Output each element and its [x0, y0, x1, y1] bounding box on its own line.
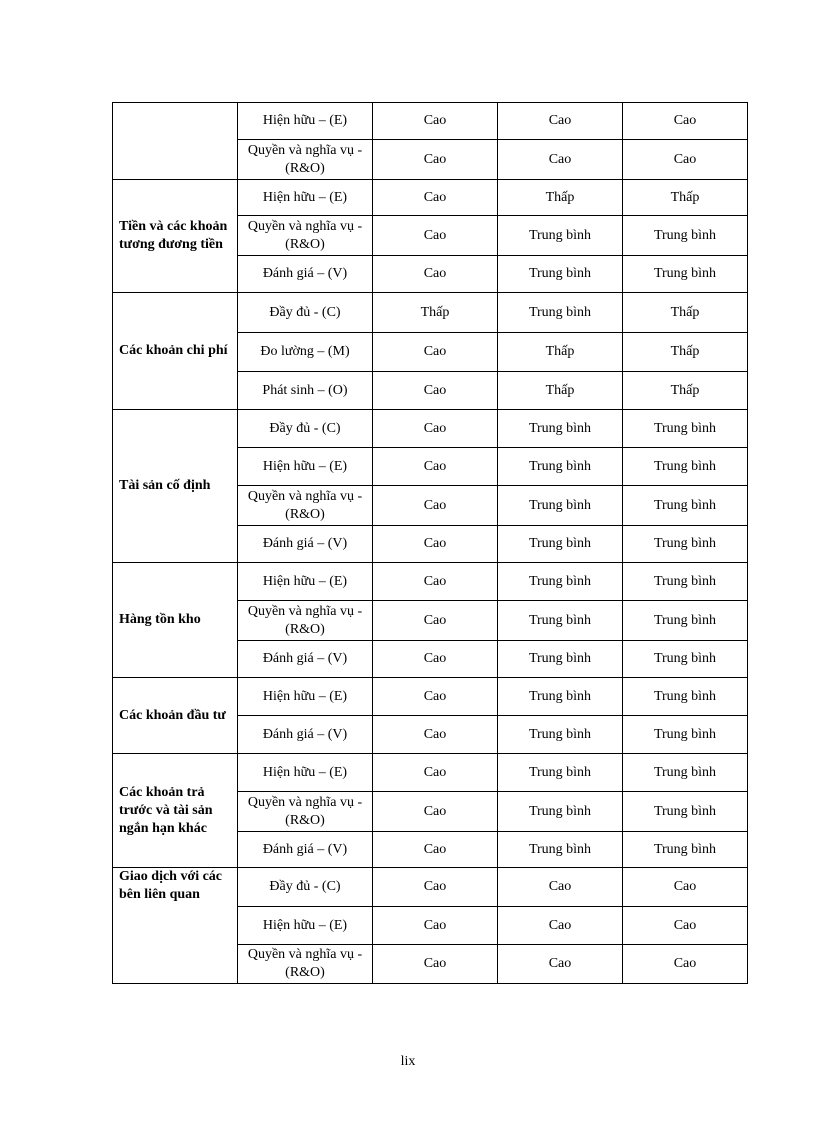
- assertion-cell: Hiện hữu – (E): [238, 907, 373, 945]
- risk-cell-1: Cao: [373, 486, 498, 526]
- risk-cell-2: Trung bình: [498, 563, 623, 601]
- risk-cell-1: Cao: [373, 678, 498, 716]
- risk-cell-2: Trung bình: [498, 410, 623, 448]
- risk-cell-1: Cao: [373, 372, 498, 410]
- risk-cell-3: Thấp: [623, 372, 748, 410]
- risk-cell-3: Trung bình: [623, 678, 748, 716]
- assertion-cell: Đánh giá – (V): [238, 832, 373, 868]
- risk-cell-2: Trung bình: [498, 448, 623, 486]
- risk-cell-1: Cao: [373, 180, 498, 216]
- assertion-cell: Hiện hữu – (E): [238, 563, 373, 601]
- risk-cell-1: Cao: [373, 945, 498, 984]
- risk-cell-2: Cao: [498, 140, 623, 180]
- group-name-cell: Các khoản đầu tư: [113, 678, 238, 754]
- risk-cell-2: Thấp: [498, 372, 623, 410]
- group-name-cell: Giao dịch với các bên liên quan: [113, 868, 238, 984]
- assertion-cell: Đánh giá – (V): [238, 256, 373, 293]
- risk-cell-3: Trung bình: [623, 256, 748, 293]
- risk-cell-1: Cao: [373, 256, 498, 293]
- assertion-cell: Quyền và nghĩa vụ - (R&O): [238, 486, 373, 526]
- assertion-cell: Hiện hữu – (E): [238, 448, 373, 486]
- risk-cell-3: Thấp: [623, 333, 748, 372]
- table-row: [113, 754, 748, 792]
- table-row: [113, 678, 748, 716]
- risk-cell-2: Cao: [498, 945, 623, 984]
- risk-cell-2: Trung bình: [498, 754, 623, 792]
- risk-cell-1: Thấp: [373, 293, 498, 333]
- assertion-cell: Quyền và nghĩa vụ - (R&O): [238, 140, 373, 180]
- risk-cell-3: Trung bình: [623, 716, 748, 754]
- risk-cell-3: Thấp: [623, 293, 748, 333]
- table-row: [113, 410, 748, 448]
- table-row: [113, 103, 748, 140]
- risk-cell-1: Cao: [373, 103, 498, 140]
- risk-cell-1: Cao: [373, 832, 498, 868]
- assertion-cell: Quyền và nghĩa vụ - (R&O): [238, 792, 373, 832]
- risk-cell-1: Cao: [373, 410, 498, 448]
- risk-cell-2: Trung bình: [498, 216, 623, 256]
- risk-cell-2: Trung bình: [498, 716, 623, 754]
- risk-cell-3: Cao: [623, 103, 748, 140]
- table-row: [113, 868, 748, 907]
- risk-cell-1: Cao: [373, 601, 498, 641]
- risk-cell-1: Cao: [373, 563, 498, 601]
- risk-cell-1: Cao: [373, 716, 498, 754]
- risk-cell-2: Cao: [498, 868, 623, 907]
- risk-cell-1: Cao: [373, 448, 498, 486]
- group-name-cell: Tiền và các khoản tương đương tiền: [113, 180, 238, 293]
- risk-cell-1: Cao: [373, 792, 498, 832]
- risk-cell-2: Trung bình: [498, 601, 623, 641]
- risk-cell-2: Cao: [498, 103, 623, 140]
- assertion-cell: Hiện hữu – (E): [238, 103, 373, 140]
- risk-cell-3: Cao: [623, 140, 748, 180]
- assertion-cell: Đầy đủ - (C): [238, 868, 373, 907]
- assertion-cell: Hiện hữu – (E): [238, 180, 373, 216]
- risk-assessment-table: [112, 102, 748, 984]
- risk-cell-1: Cao: [373, 907, 498, 945]
- group-name-cell: Các khoản chi phí: [113, 293, 238, 410]
- group-name-cell: Hàng tồn kho: [113, 563, 238, 678]
- risk-cell-2: Trung bình: [498, 256, 623, 293]
- risk-cell-2: Cao: [498, 907, 623, 945]
- assertion-cell: Đánh giá – (V): [238, 526, 373, 563]
- assertion-cell: Đo lường – (M): [238, 333, 373, 372]
- risk-cell-3: Cao: [623, 907, 748, 945]
- assertion-cell: Đánh giá – (V): [238, 641, 373, 678]
- risk-cell-1: Cao: [373, 216, 498, 256]
- risk-cell-1: Cao: [373, 333, 498, 372]
- risk-cell-2: Trung bình: [498, 526, 623, 563]
- risk-cell-3: Trung bình: [623, 526, 748, 563]
- assertion-cell: Phát sinh – (O): [238, 372, 373, 410]
- risk-cell-2: Trung bình: [498, 641, 623, 678]
- risk-cell-3: Thấp: [623, 180, 748, 216]
- group-name-cell: Các khoản trả trước và tài sản ngắn hạn khác: [113, 754, 238, 868]
- risk-cell-1: Cao: [373, 754, 498, 792]
- risk-cell-3: Trung bình: [623, 410, 748, 448]
- risk-cell-3: Cao: [623, 868, 748, 907]
- assertion-cell: Hiện hữu – (E): [238, 754, 373, 792]
- table-row: [113, 563, 748, 601]
- page-number: lix: [400, 1054, 416, 1069]
- risk-cell-3: Trung bình: [623, 641, 748, 678]
- risk-cell-3: Trung bình: [623, 792, 748, 832]
- risk-cell-3: Trung bình: [623, 754, 748, 792]
- risk-cell-3: Trung bình: [623, 601, 748, 641]
- risk-cell-3: Trung bình: [623, 216, 748, 256]
- risk-cell-1: Cao: [373, 526, 498, 563]
- risk-cell-1: Cao: [373, 868, 498, 907]
- risk-cell-2: Thấp: [498, 180, 623, 216]
- assertion-cell: Hiện hữu – (E): [238, 678, 373, 716]
- risk-cell-3: Cao: [623, 945, 748, 984]
- group-name-cell: Tài sản cố định: [113, 410, 238, 563]
- risk-cell-2: Trung bình: [498, 678, 623, 716]
- assertion-cell: Đánh giá – (V): [238, 716, 373, 754]
- assertion-cell: Đầy đủ - (C): [238, 410, 373, 448]
- risk-cell-3: Trung bình: [623, 563, 748, 601]
- assertion-cell: Quyền và nghĩa vụ - (R&O): [238, 216, 373, 256]
- risk-cell-2: Trung bình: [498, 792, 623, 832]
- risk-cell-3: Trung bình: [623, 448, 748, 486]
- risk-cell-2: Trung bình: [498, 832, 623, 868]
- risk-cell-2: Trung bình: [498, 293, 623, 333]
- risk-cell-3: Trung bình: [623, 832, 748, 868]
- risk-cell-3: Trung bình: [623, 486, 748, 526]
- assertion-cell: Quyền và nghĩa vụ - (R&O): [238, 945, 373, 984]
- assertion-cell: Quyền và nghĩa vụ - (R&O): [238, 601, 373, 641]
- risk-cell-1: Cao: [373, 641, 498, 678]
- risk-cell-1: Cao: [373, 140, 498, 180]
- table-row: [113, 293, 748, 333]
- risk-cell-2: Thấp: [498, 333, 623, 372]
- assertion-cell: Đầy đủ - (C): [238, 293, 373, 333]
- risk-cell-2: Trung bình: [498, 486, 623, 526]
- group-name-cell: [113, 103, 238, 180]
- table-row: [113, 180, 748, 216]
